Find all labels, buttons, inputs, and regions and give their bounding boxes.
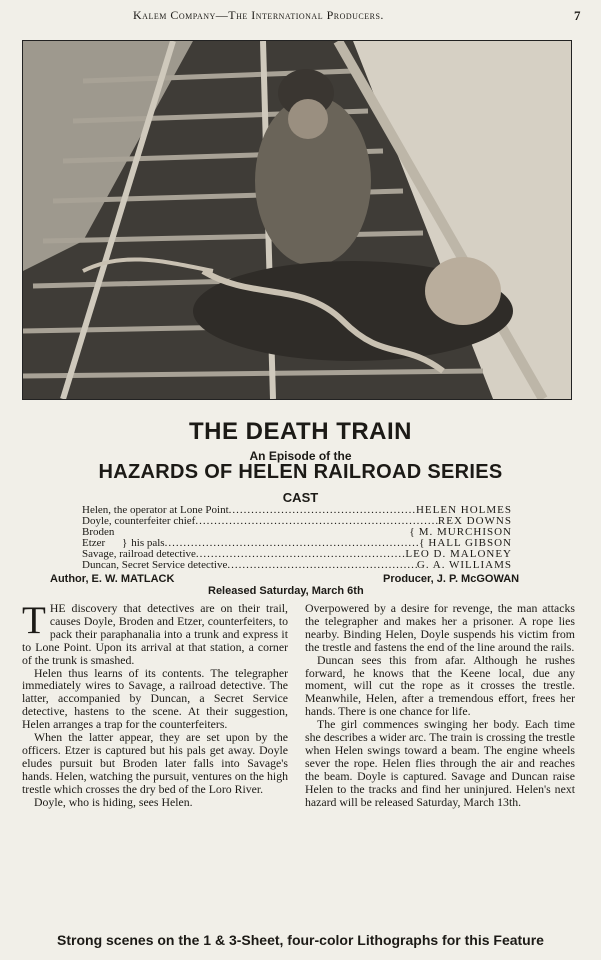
drop-cap: T <box>22 599 46 642</box>
paragraph: When the latter appear, they are set upon by the officers. Etzer is captured but his pals get away. Doyle eludes pursuit but Broden later falls into Savage's hands. Helen, watching the pursuit, ventures on the high trestle which crosses the dry bed of the Loro River. <box>22 730 288 796</box>
paragraph: THE discovery that detectives are on their trail, causes Doyle, Broden and Etzer, counterfeiters, to pack their paraphanalia into a trunk and express it to Lone Point. Upon its arrival at that station, a corner of the trunk is smashed. <box>22 599 288 667</box>
paragraph: Doyle, who is hiding, sees Helen. <box>34 794 193 809</box>
cast-row: Broden { M. MURCHISON <box>82 526 512 538</box>
series-title: HAZARDS OF HELEN RAILROAD SERIES <box>98 461 503 483</box>
film-still-photo <box>22 40 572 400</box>
page-header <box>0 8 601 26</box>
synopsis-left-column <box>22 599 288 809</box>
film-title: THE DEATH TRAIN <box>188 418 413 445</box>
cast-role: Savage, railroad detective <box>82 548 196 560</box>
cast-list <box>82 505 512 571</box>
pals-label: his pals <box>131 537 165 549</box>
synopsis-right-column <box>305 602 575 809</box>
cast-role: Etzer <box>82 537 106 549</box>
cast-row <box>82 560 512 571</box>
release-date: Released Saturday, March 6th <box>208 585 364 597</box>
producer-credit: Producer, J. P. McGOWAN <box>383 573 520 585</box>
cast-role: Doyle, counterfeiter chief <box>82 515 196 527</box>
cast-role: Helen, the operator at Lone Point <box>82 504 229 516</box>
lithograph-footer: Strong scenes on the 1 & 3-Sheet, four-color Lithographs for this Feature <box>57 932 544 948</box>
cast-actor: G. A. WILLIAMS <box>416 559 512 571</box>
paragraph: The girl commences swinging her body. Each time she describes a wider arc. The train is crossing the trestle when Helen swings toward a beam. The engine wheels sever the rope. Helen flies through the air and reaches the beam. Doyle is captured. Savage and Duncan raise Helen to the tracks and find her uninjured. Helen's next hazard will be released Saturday, March 13th. <box>305 717 575 809</box>
cast-actor: HALL GIBSON <box>428 537 512 549</box>
paragraph: Overpowered by a desire for revenge, the man attacks the telegrapher and makes her a prisoner. A rope lies nearby. Binding Helen, Doyle suspends his victim from the trestle and fastens the end of the line around the rails. <box>305 601 575 654</box>
cast-heading: CAST <box>282 490 319 505</box>
cast-row: Etzer } his pals ..... { HALL GIBSON <box>82 538 512 549</box>
paragraph: Duncan sees this from afar. Although he rushes forward, he knows that the Keene local, due any moment, will cut the rope as it crosses the trestle. Meanwhile, Helen, after a tremendous effort, frees her hands. There is one chance for life. <box>305 652 575 719</box>
episode-subtitle: An Episode of the <box>249 449 352 463</box>
cast-role: Broden <box>82 526 115 538</box>
author-credit: Author, E. W. MATLACK <box>50 573 175 585</box>
running-title: Kalem Company—The International Producers. <box>133 8 384 22</box>
train-trestle-photo <box>23 41 571 399</box>
cast-role: Duncan, Secret Service detective <box>82 559 228 571</box>
paragraph: Helen thus learns of its contents. The telegrapher immediately wires to Savage, a railroad detective. The latter, accompanied by Duncan, a Secret Service detective, hastens to the scene. At their suggestion, Helen arranges a trap for the counterfeiters. <box>22 665 288 732</box>
cast-actor: M. MURCHISON <box>418 526 512 538</box>
cast-actor: HELEN HOLMES <box>415 504 512 516</box>
cast-actor: LEO D. MALONEY <box>405 548 512 560</box>
cast-actor: REX DOWNS <box>437 515 512 527</box>
page-number: 7 <box>574 8 581 23</box>
